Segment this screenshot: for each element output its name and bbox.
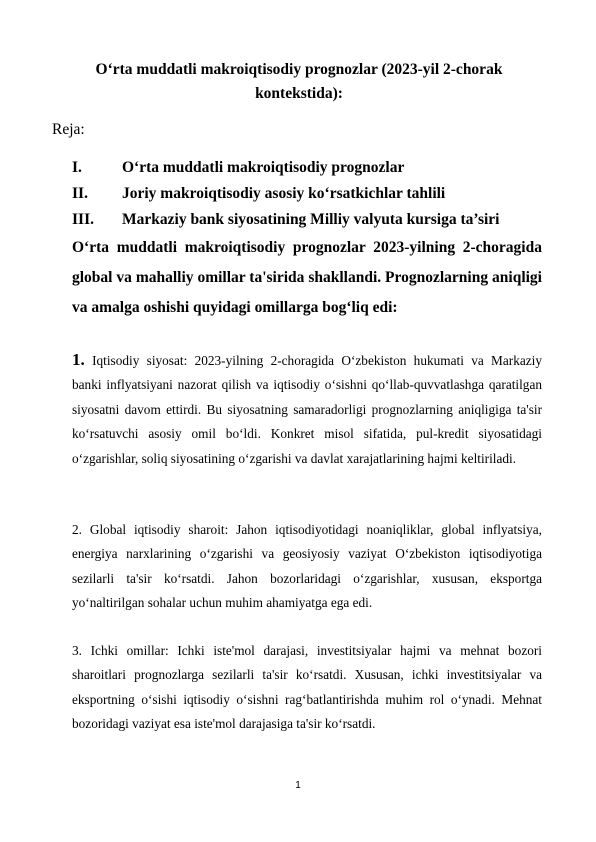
page-number: 1 — [295, 780, 301, 791]
intro-paragraph: O‘rta muddatli makroiqtisodiy prognozlar 2023-yilning 2-choragida global va mahalliy omillar ta'sirida shakllandi. Prognozlarning aniqligi va amalga oshishi quyidagi omillarga bog‘liq edi: — [72, 239, 542, 316]
paragraph-text: Iqtisodiy siyosat: 2023-yilning 2-choragida O‘zbekiston hukumati va Markaziy banki inflyatsiyani nazorat qilish va iqtisodiy o‘sishni qo‘llab-quvvatlashga qaratilgan siyosatni davom ettirdi. Bu siyosatning samaradorligi prognozlarning aniqligiga ta'sir ko‘rsatuvchi asosiy omil bo‘ldi. Konkret misol sifatida, pul-kredit siyosatidagi o‘zgarishlar, soliq siyosatining o‘zgarishi va davlat xarajatlarining hajmi keltiriladi. — [72, 353, 543, 466]
outline-item-number: III. — [72, 211, 94, 228]
outline-item-text: Markaziy bank siyosatining Milliy valyuta kursiga ta’siri — [122, 211, 500, 228]
paragraph-number: 1. — [72, 350, 85, 369]
outline-item-number: II. — [72, 185, 88, 202]
outline-item-number: I. — [72, 159, 82, 176]
outline-item — [72, 155, 542, 181]
plan-label: Reja: — [52, 121, 85, 138]
outline-item-text: Joriy makroiqtisodiy asosiy ko‘rsatkichlar tahlili — [122, 185, 446, 202]
outline-item — [72, 207, 542, 233]
outline-item-text: O‘rta muddatli makroiqtisodiy prognozlar — [122, 159, 405, 176]
outline-item — [72, 181, 542, 207]
body-paragraph-1 — [72, 348, 542, 471]
document-title: O‘rta muddatli makroiqtisodiy prognozlar (2023-yil 2-chorak kontekstida): — [95, 61, 503, 102]
plan-outline — [72, 155, 542, 233]
body-paragraph-3: 3. Ichki omillar: Ichki iste'mol darajasi, investitsiyalar hajmi va mehnat bozori sharoitlari prognozlarga sezilarli ta'sir ko‘rsatdi. Xususan, ichki investitsiyalar va eksportning o‘sishi iqtisodiy o‘sishni rag‘batlantirishda muhim rol o‘ynadi. Mehnat bozoridagi vaziyat esa iste'mol darajasiga ta'sir ko‘rsatdi. — [72, 643, 542, 732]
body-paragraph-2: 2. Global iqtisodiy sharoit: Jahon iqtisodiyotidagi noaniqliklar, global inflyatsiya, energiya narxlarining o‘zgarishi va geosiyosiy vaziyat O‘zbekiston iqtisodiyotiga sezilarli ta'sir ko‘rsatdi. Jahon bozorlaridagi o‘zgarishlar, xususan, eksportga yo‘naltirilgan sohalar uchun muhim ahamiyatga ega edi. — [72, 522, 542, 611]
